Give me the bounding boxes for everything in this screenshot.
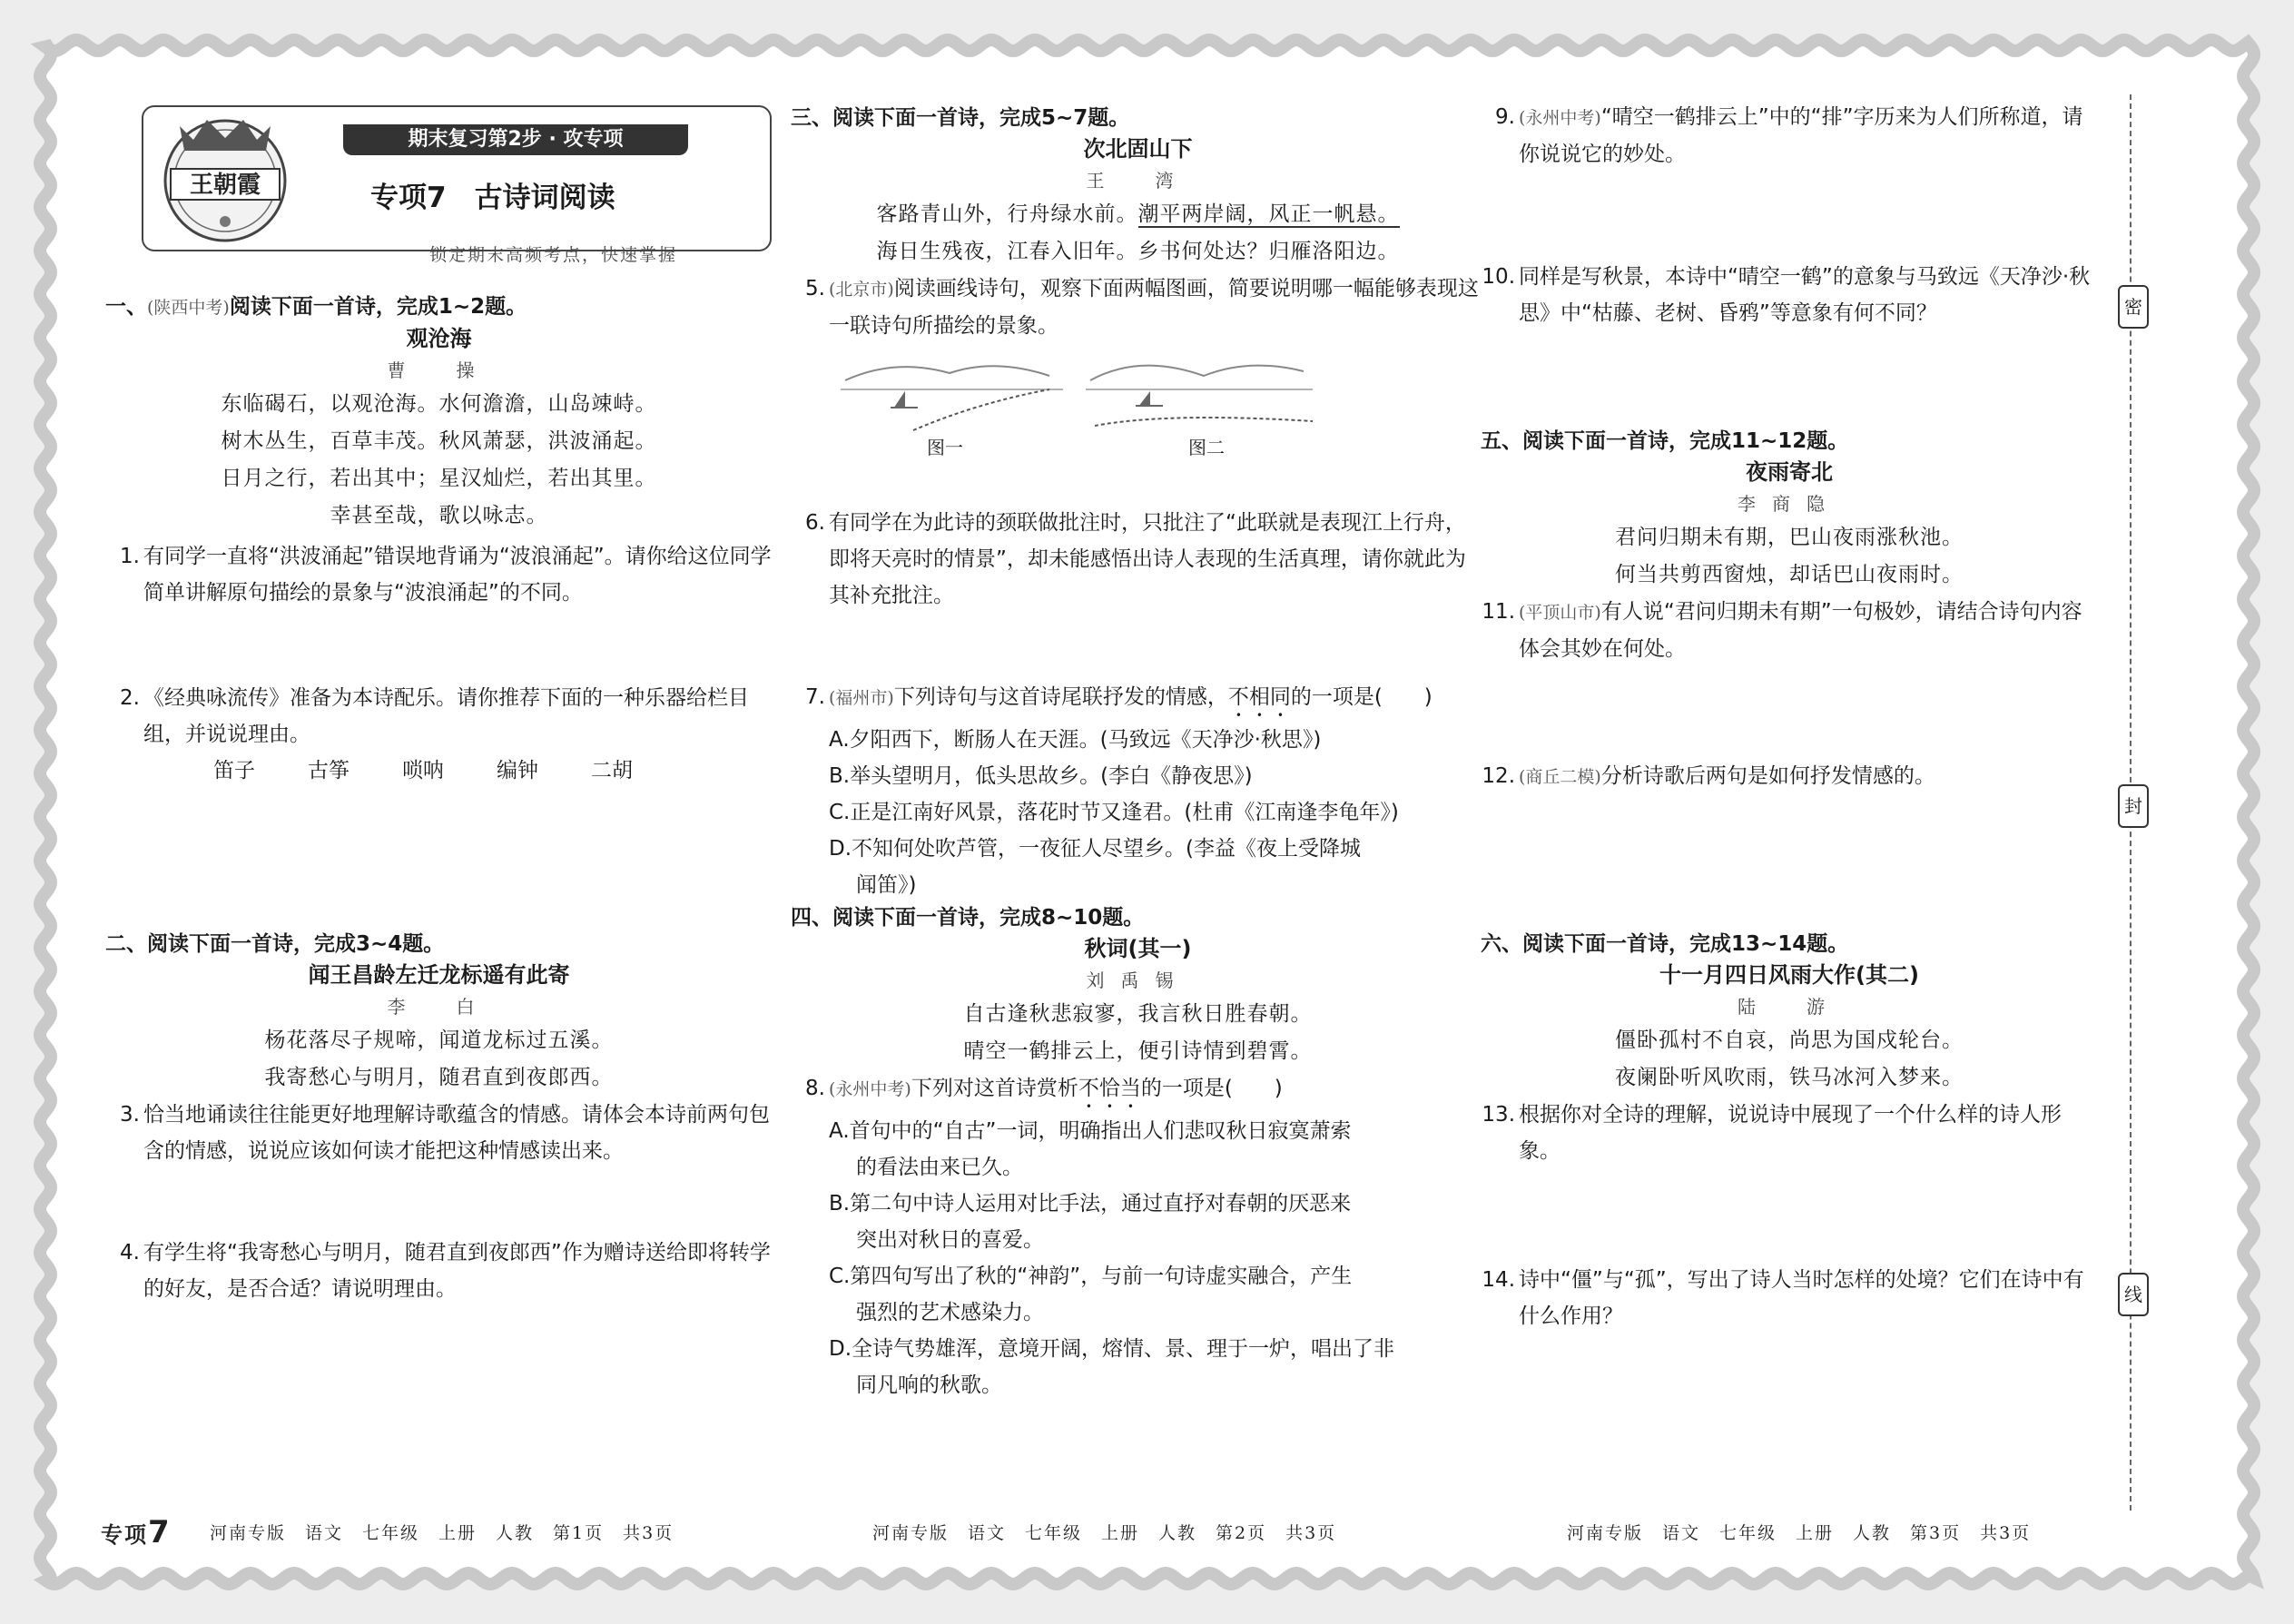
- svg-text:王朝霞: 王朝霞: [189, 172, 261, 199]
- poem-line: 我寄愁心与明月，随君直到夜郎西。: [264, 1066, 614, 1089]
- poem-author: 李 白: [387, 996, 491, 1018]
- topic-title: 专项7 古诗词阅读: [370, 182, 615, 214]
- subtitle: 锁定期末高频考点，快速掌握: [429, 245, 678, 265]
- section-1-heading: 一、(陕西中考)阅读下面一首诗，完成1~2题。: [105, 295, 527, 319]
- poem-line: 幸甚至哉，歌以咏志。: [330, 504, 548, 527]
- poem-line: 晴空一鹤排云上，便引诗情到碧霄。: [963, 1039, 1313, 1063]
- poem-author: 陆 游: [1738, 996, 1841, 1018]
- poem-title: 夜雨寄北: [1746, 459, 1833, 485]
- footer-page-2: 河南专版 语文 七年级 上册 人教 第2页 共3页: [872, 1523, 1337, 1543]
- seal-tag: 密: [2118, 285, 2149, 329]
- seal-tag: 封: [2118, 784, 2149, 828]
- question-12: 12. (商丘二模)分析诗歌后两句是如何抒发情感的。: [1482, 764, 1935, 788]
- poem-line: 夜阑卧听风吹雨，铁马冰河入梦来。: [1615, 1066, 1964, 1089]
- poem-title: 十一月四日风雨大作(其二): [1659, 962, 1919, 988]
- footer-label: 专项7: [101, 1514, 172, 1550]
- section-3-heading: 三、阅读下面一首诗，完成5~7题。: [791, 106, 1130, 130]
- poem-line: 树木丛生，百草丰茂。秋风萧瑟，洪波涌起。: [221, 429, 657, 453]
- figure-illustrations: [841, 353, 1403, 439]
- question-14: 14. 诗中“僵”与“孤”，写出了诗人当时怎样的处境？它们在诗中有什么作用？: [1482, 1268, 2084, 1328]
- question-8: 8. (永州中考)下列对这首诗赏析不恰当的一项是( ): [805, 1077, 1283, 1100]
- question-4: 4. 有学生将“我寄愁心与明月，随君直到夜郎西”作为赠诗送给即将转学的好友，是否合适？请说明理由。: [120, 1241, 771, 1301]
- tagline: 期末复习第2步 · 攻专项: [343, 124, 688, 155]
- question-2: 2. 《经典咏流传》准备为本诗配乐。请你推荐下面的一种乐器给栏目组，并说说理由。: [120, 686, 749, 746]
- question-10: 10. 同样是写秋景，本诗中“晴空一鹤”的意象与马致远《天净沙·秋思》中“枯藤、老树、昏鸦”等意象有何不同？: [1482, 265, 2091, 325]
- poem-line: 僵卧孤村不自哀，尚思为国戍轮台。: [1615, 1029, 1964, 1052]
- instrument-options: 笛子 古筝 唢呐 编钟 二胡: [213, 759, 633, 782]
- poem-title: 次北固山下: [1083, 136, 1193, 162]
- brand-logo: [143, 94, 307, 253]
- poem-title: 闻王昌龄左迁龙标遥有此寄: [308, 962, 570, 988]
- poem-author: 李商隐: [1738, 493, 1841, 515]
- question-1: 1. 有同学一直将“洪波涌起”错误地背诵为“波浪涌起”。请你给这位同学简单讲解原句描绘的景象与“波浪涌起”的不同。: [120, 545, 772, 605]
- question-3: 3. 恰当地诵读往往能更好地理解诗歌蕴含的情感。请体会本诗前两句包含的情感，说说应该如何读才能把这种情感读出来。: [120, 1103, 770, 1163]
- footer-page-3: 河南专版 语文 七年级 上册 人教 第3页 共3页: [1567, 1523, 2032, 1543]
- option-b: B.第二句中诗人运用对比手法，通过直抒对春朝的厌恶来 突出对秋日的喜爱。: [829, 1192, 1352, 1252]
- question-13: 13. 根据你对全诗的理解，说说诗中展现了一个什么样的诗人形象。: [1482, 1103, 2062, 1163]
- figure-2-label: 图二: [1188, 437, 1225, 458]
- poem-author: 曹 操: [387, 359, 491, 381]
- poem-line: 自古逢秋悲寂寥，我言秋日胜春朝。: [963, 1002, 1313, 1026]
- poem-line: 日月之行，若出其中；星汉灿烂，若出其里。: [221, 467, 657, 490]
- question-7: 7. (福州市)下列诗句与这首诗尾联抒发的情感，不相同的一项是( ): [805, 685, 1433, 709]
- option-d: D.全诗气势雄浑，意境开阔，熔情、景、理于一炉，唱出了非 同凡响的秋歌。: [829, 1337, 1395, 1397]
- question-6: 6. 有同学在为此诗的颈联做批注时，只批注了“此联就是表现江上行舟，即将天亮时的情景”，却未能感悟出诗人表现的生活真理，请你就此为其补充批注。: [805, 511, 1466, 607]
- section-2-heading: 二、阅读下面一首诗，完成3~4题。: [105, 932, 445, 956]
- footer-page-1: 河南专版 语文 七年级 上册 人教 第1页 共3页: [210, 1523, 674, 1543]
- option-a: A.夕阳西下，断肠人在天涯。(马致远《天净沙·秋思》): [829, 728, 1322, 752]
- option-d: D.不知何处吹芦管，一夜征人尽望乡。(李益《夜上受降城 闻笛》): [829, 837, 1362, 897]
- question-11: 11. (平顶山市)有人说“君问归期未有期”一句极妙，请结合诗句内容体会其妙在何处。: [1482, 600, 2082, 661]
- section-4-heading: 四、阅读下面一首诗，完成8~10题。: [791, 906, 1145, 930]
- poem-title: 观沧海: [406, 326, 472, 351]
- poem-line: 何当共剪西窗烛，却话巴山夜雨时。: [1615, 563, 1964, 586]
- poem-line: 君问归期未有期，巴山夜雨涨秋池。: [1615, 526, 1964, 549]
- figure-1-label: 图一: [927, 437, 963, 458]
- poem-line: 海日生残夜，江春入旧年。乡书何处达？归雁洛阳边。: [876, 240, 1400, 263]
- poem-title: 秋词(其一): [1084, 936, 1192, 961]
- poem-line: 杨花落尽子规啼，闻道龙标过五溪。: [264, 1029, 614, 1052]
- poem-author: 刘禹锡: [1086, 969, 1190, 991]
- worksheet: [69, 58, 2184, 1567]
- section-6-heading: 六、阅读下面一首诗，完成13~14题。: [1481, 932, 1849, 956]
- option-c: C.正是江南好风景，落花时节又逢君。(杜甫《江南逢李龟年》): [829, 801, 1399, 824]
- option-a: A.首句中的“自古”一词，明确指出人们悲叹秋日寂寞萧索 的看法由来已久。: [829, 1119, 1352, 1179]
- poem-line: 东临碣石，以观沧海。水何澹澹，山岛竦峙。: [221, 392, 657, 416]
- question-5: 5. (北京市)阅读画线诗句，观察下面两幅图画，简要说明哪一幅能够表现这一联诗句所描绘的景象。: [805, 277, 1479, 338]
- figures: [841, 344, 1485, 458]
- option-c: C.第四句写出了秋的“神韵”，与前一句诗虚实融合，产生 强烈的艺术感染力。: [829, 1265, 1353, 1324]
- seal-tag: 线: [2118, 1273, 2149, 1316]
- poem-line: 客路青山外，行舟绿水前。潮平两岸阔，风正一帆悬。: [876, 202, 1400, 226]
- section-5-heading: 五、阅读下面一首诗，完成11~12题。: [1481, 429, 1849, 453]
- poem-author: 王 湾: [1086, 170, 1190, 192]
- question-9: 9. (永州中考)“晴空一鹤排云上”中的“排”字历来为人们所称道，请你说说它的妙处。: [1495, 105, 2083, 166]
- option-b: B.举头望明月，低头思故乡。(李白《静夜思》): [829, 764, 1253, 788]
